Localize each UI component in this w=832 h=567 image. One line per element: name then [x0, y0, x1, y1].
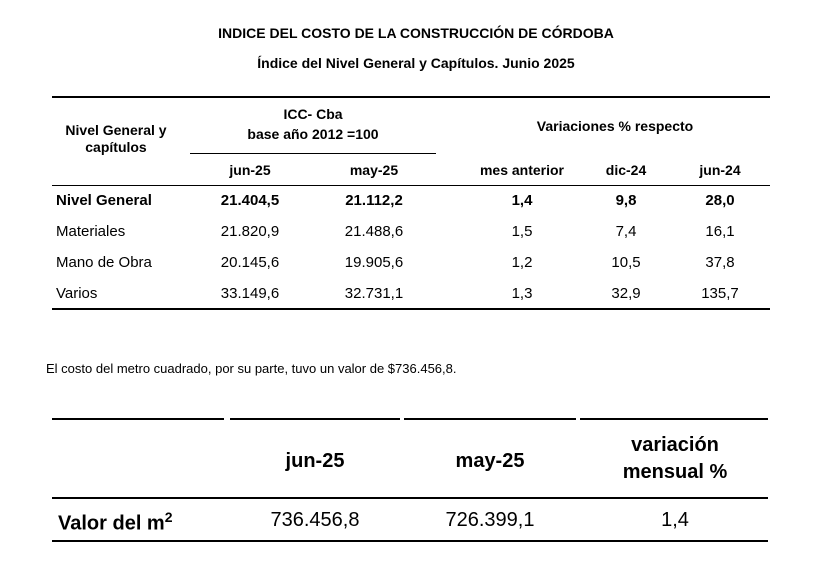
m2-cost-note: El costo del metro cuadrado, por su parte, tuvo un valor de $736.456,8. — [46, 361, 457, 376]
table2-top-rule-segment — [580, 418, 768, 420]
cell-jun24: 37,8 — [705, 254, 735, 271]
row-label-text: Valor del m — [58, 512, 165, 535]
row-label-superscript: 2 — [164, 509, 173, 525]
cell-may25: 32.731,1 — [344, 285, 404, 302]
icc-subheader-rule — [190, 153, 436, 154]
icc-header-line2: base año 2012 =100 — [247, 126, 379, 142]
cell-dic24: 7,4 — [615, 223, 637, 240]
col-header-mes-anterior: mes anterior — [479, 162, 565, 178]
table2-col-variacion-line1: variación — [631, 434, 719, 456]
row-label: Mano de Obra — [56, 254, 152, 271]
table2-col-variacion-line2: mensual % — [622, 461, 728, 483]
table2-value-variacion: 1,4 — [661, 509, 689, 531]
variaciones-header: Variaciones % respecto — [536, 118, 694, 134]
table2-col-may25: may-25 — [455, 450, 525, 472]
cell-jun25: 21.404,5 — [220, 192, 280, 209]
table-bottom-rule — [52, 308, 770, 310]
cell-dic24: 32,9 — [611, 285, 641, 302]
cell-mes-anterior: 1,5 — [511, 223, 533, 240]
cell-jun24: 16,1 — [705, 223, 735, 240]
table2-top-rule-segment — [404, 418, 576, 420]
row-label: Nivel General — [56, 192, 152, 209]
col-header-dic24: dic-24 — [605, 162, 647, 178]
table2-value-may25: 726.399,1 — [445, 509, 535, 531]
col-header-jun25: jun-25 — [229, 162, 271, 178]
cell-may25: 21.488,6 — [344, 223, 404, 240]
cell-jun25: 20.145,6 — [220, 254, 280, 271]
table2-bottom-rule — [52, 540, 768, 542]
col-header-may25: may-25 — [349, 162, 399, 178]
cell-mes-anterior: 1,2 — [511, 254, 533, 271]
cell-may25: 21.112,2 — [345, 192, 403, 209]
row-label: Varios — [56, 285, 98, 302]
report-subtitle: Índice del Nivel General y Capítulos. Junio 2025 — [257, 55, 575, 71]
icc-header-line1: ICC- Cba — [283, 106, 343, 122]
cell-dic24: 9,8 — [615, 192, 637, 209]
cell-jun25: 21.820,9 — [220, 223, 280, 240]
report-title: INDICE DEL COSTO DE LA CONSTRUCCIÓN DE CÓRDOBA — [218, 25, 614, 41]
cell-jun24: 28,0 — [705, 192, 735, 209]
table2-top-rule-segment — [230, 418, 400, 420]
col-header-jun24: jun-24 — [699, 162, 741, 178]
table-top-rule — [52, 96, 770, 98]
cell-may25: 19.905,6 — [344, 254, 404, 271]
cell-jun24: 135,7 — [701, 285, 739, 302]
table2-value-jun25: 736.456,8 — [270, 509, 360, 531]
header-bottom-rule — [52, 185, 770, 186]
cell-jun25: 33.149,6 — [220, 285, 280, 302]
cell-mes-anterior: 1,4 — [511, 192, 533, 209]
cell-dic24: 10,5 — [611, 254, 641, 271]
table2-header-rule — [52, 497, 768, 499]
row-label: Materiales — [56, 223, 126, 240]
cell-mes-anterior: 1,3 — [511, 285, 533, 302]
column-header-group: Nivel General y capítulos — [65, 122, 167, 155]
table2-top-rule-segment — [52, 418, 224, 420]
table2-col-jun25: jun-25 — [285, 450, 345, 472]
table2-row-label — [58, 509, 173, 536]
